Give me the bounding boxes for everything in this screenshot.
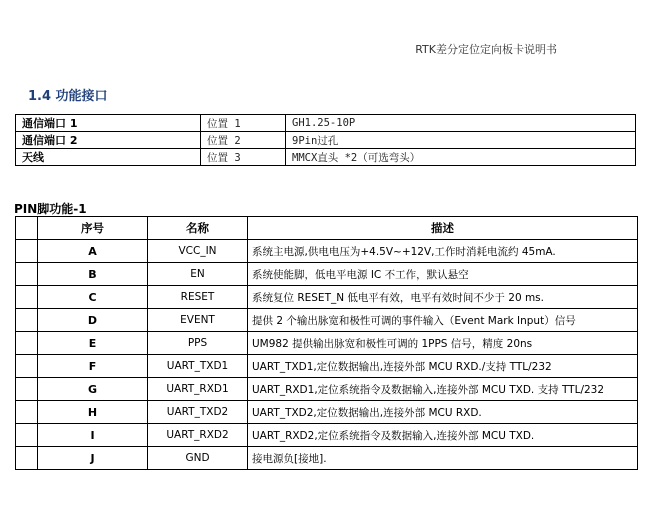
column-header: 序号 [38, 217, 148, 240]
pin-description: UART_TXD2,定位数据输出,连接外部 MCU RXD. [248, 401, 638, 424]
table-row [16, 115, 636, 132]
pin-index: B [38, 263, 148, 286]
port-position: 位置 1 [201, 115, 286, 132]
pin-index: D [38, 309, 148, 332]
table-row [16, 263, 638, 286]
pin-index: J [38, 447, 148, 470]
table-header-row [16, 217, 638, 240]
section-title: 1.4 功能接口 [28, 89, 108, 104]
pin-description: UM982 提供输出脉宽和极性可调的 1PPS 信号，精度 20ns [248, 332, 638, 355]
lead-cell [16, 332, 38, 355]
pin-description: 接电源负[接地]. [248, 447, 638, 470]
pin-section-title: PIN脚功能-1 [14, 202, 87, 216]
interface-table [15, 114, 636, 166]
table-row [16, 332, 638, 355]
pin-name: GND [148, 447, 248, 470]
pin-function-table [15, 216, 638, 470]
column-header: 名称 [148, 217, 248, 240]
port-name: 通信端口 2 [16, 132, 201, 149]
pin-index: E [38, 332, 148, 355]
lead-cell [16, 447, 38, 470]
table-row [16, 149, 636, 166]
lead-cell [16, 286, 38, 309]
pin-index: I [38, 424, 148, 447]
port-position: 位置 2 [201, 132, 286, 149]
pin-name: UART_RXD1 [148, 378, 248, 401]
column-header: 描述 [248, 217, 638, 240]
port-value: MMCX直头 *2（可选弯头） [286, 149, 636, 166]
pin-description: 系统主电源,供电电压为+4.5V~+12V,工作时消耗电流约 45mA. [248, 240, 638, 263]
port-value: GH1.25-10P [286, 115, 636, 132]
pin-description: UART_TXD1,定位数据输出,连接外部 MCU RXD./支持 TTL/232 [248, 355, 638, 378]
pin-index: C [38, 286, 148, 309]
table-row [16, 309, 638, 332]
port-name: 天线 [16, 149, 201, 166]
table-row [16, 286, 638, 309]
port-value: 9Pin过孔 [286, 132, 636, 149]
lead-cell [16, 401, 38, 424]
lead-cell [16, 378, 38, 401]
table-row [16, 378, 638, 401]
lead-cell [16, 263, 38, 286]
pin-index: A [38, 240, 148, 263]
table-row [16, 401, 638, 424]
lead-cell [16, 309, 38, 332]
pin-name: PPS [148, 332, 248, 355]
pin-name: UART_RXD2 [148, 424, 248, 447]
document-header: RTK差分定位定向板卡说明书 [415, 43, 557, 56]
pin-description: 系统使能脚，低电平电源 IC 不工作，默认悬空 [248, 263, 638, 286]
pin-name: RESET [148, 286, 248, 309]
pin-description: 系统复位 RESET_N 低电平有效，电平有效时间不少于 20 ms. [248, 286, 638, 309]
pin-index: F [38, 355, 148, 378]
lead-cell [16, 355, 38, 378]
lead-cell [16, 240, 38, 263]
table-row [16, 355, 638, 378]
pin-name: VCC_IN [148, 240, 248, 263]
table-row [16, 447, 638, 470]
table-row [16, 132, 636, 149]
lead-cell [16, 424, 38, 447]
port-position: 位置 3 [201, 149, 286, 166]
port-name: 通信端口 1 [16, 115, 201, 132]
pin-name: EVENT [148, 309, 248, 332]
pin-name: EN [148, 263, 248, 286]
lead-cell [16, 217, 38, 240]
pin-index: G [38, 378, 148, 401]
pin-name: UART_TXD2 [148, 401, 248, 424]
pin-name: UART_TXD1 [148, 355, 248, 378]
table-row [16, 240, 638, 263]
table-row [16, 424, 638, 447]
pin-description: 提供 2 个输出脉宽和极性可调的事件输入（Event Mark Input）信号 [248, 309, 638, 332]
pin-description: UART_RXD2,定位系统指令及数据输入,连接外部 MCU TXD. [248, 424, 638, 447]
pin-description: UART_RXD1,定位系统指令及数据输入,连接外部 MCU TXD. 支持 TTL/232 [248, 378, 638, 401]
pin-index: H [38, 401, 148, 424]
